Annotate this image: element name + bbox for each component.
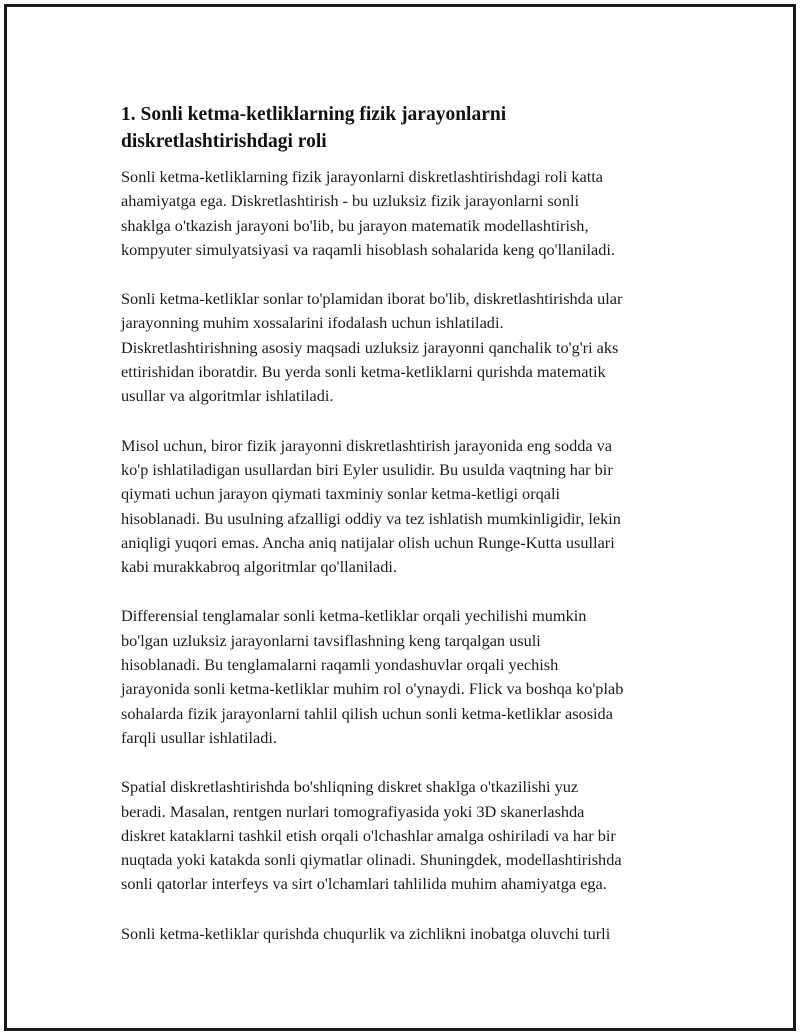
text-line: nuqtada yoki katakda sonli qiymatlar olinadi. Shuningdek, modellashtirishda — [121, 850, 622, 870]
text-line: Spatial diskretlashtirishda bo'shliqning diskret shaklga o'tkazilishi yuz — [121, 777, 579, 797]
text-line: diskret kataklarni tashkil etish orqali o'lchashlar amalga oshiriladi va har bir — [121, 825, 616, 845]
text-line: Sonli ketma-ketliklar qurishda chuqurlik va zichlikni inobatga oluvchi turli — [121, 923, 611, 943]
text-line: hisoblanadi. Bu tenglamalarni raqamli yondashuvlar orqali yechish — [121, 655, 559, 675]
text-line: jarayonning muhim xossalarini ifodalash uchun ishlatiladi. — [121, 313, 504, 333]
text-line: Misol uchun, biror fizik jarayonni diskretlashtirish jarayonida eng sodda va — [121, 435, 613, 455]
paragraph-4 — [121, 604, 701, 750]
text-line: ahamiyatga ega. Diskretlashtirish - bu uzluksiz fizik jarayonlarni sonli — [121, 191, 580, 211]
text-line: ko'p ishlatiladigan usullardan biri Eyler usulidir. Bu usulda vaqtning har bir — [121, 459, 613, 479]
text-line: ettirishidan iboratdir. Bu yerda sonli ketma-ketliklarni qurishda matematik — [121, 362, 606, 382]
paragraph-5 — [121, 775, 701, 896]
text-line: kabi murakkabroq algoritmlar qo'llaniladi. — [121, 557, 398, 577]
text-line: sohalarda fizik jarayonlarni tahlil qilish uchun sonli ketma-ketliklar asosida — [121, 703, 613, 723]
text-line: jarayonida sonli ketma-ketliklar muhim rol o'ynaydi. Flick va boshqa ko'plab — [121, 679, 624, 699]
text-line: aniqligi yuqori emas. Ancha aniq natijalar olish uchun Runge-Kutta usullari — [121, 532, 615, 552]
section-title — [121, 101, 701, 155]
text-line: farqli usullar ishlatiladi. — [121, 727, 277, 747]
text-line: Differensial tenglamalar sonli ketma-ketliklar orqali yechilishi mumkin — [121, 606, 587, 626]
paragraph-3 — [121, 434, 701, 580]
paragraph-6 — [121, 922, 701, 946]
paragraph-1 — [121, 165, 701, 262]
text-line: kompyuter simulyatsiyasi va raqamli hisoblash sohalarida keng qo'llaniladi. — [121, 239, 615, 259]
page-frame — [4, 4, 796, 1031]
text-line: Sonli ketma-ketliklarning fizik jarayonlarni diskretlashtirishdagi roli katta — [121, 167, 603, 186]
title-line: diskretlashtirishdagi roli — [121, 131, 327, 152]
text-line: usullar va algoritmlar ishlatiladi. — [121, 386, 334, 406]
text-line: qiymati uchun jarayon qiymati taxminiy sonlar ketma-ketligi orqali — [121, 484, 561, 504]
title-line: 1. Sonli ketma-ketliklarning fizik jarayonlarni — [121, 104, 507, 125]
text-line: hisoblanadi. Bu usulning afzalligi oddiy va tez ishlatish mumkinligidir, lekin — [121, 508, 621, 528]
document-body — [121, 101, 701, 971]
text-line: bo'lgan uzluksiz jarayonlarni tavsiflashning keng tarqalgan usuli — [121, 630, 541, 650]
text-line: Sonli ketma-ketliklar sonlar to'plamidan iborat bo'lib, diskretlashtirishda ular — [121, 289, 623, 309]
paragraph-2 — [121, 287, 701, 408]
text-line: beradi. Masalan, rentgen nurlari tomografiyasida yoki 3D skanerlashda — [121, 801, 585, 821]
text-line: Diskretlashtirishning asosiy maqsadi uzluksiz jarayonni qanchalik to'g'ri aks — [121, 337, 619, 357]
text-line: shaklga o'tkazish jarayoni bo'lib, bu jarayon matematik modellashtirish, — [121, 215, 589, 235]
text-line: sonli qatorlar interfeys va sirt o'lchamlari tahlilida muhim ahamiyatga ega. — [121, 874, 607, 894]
